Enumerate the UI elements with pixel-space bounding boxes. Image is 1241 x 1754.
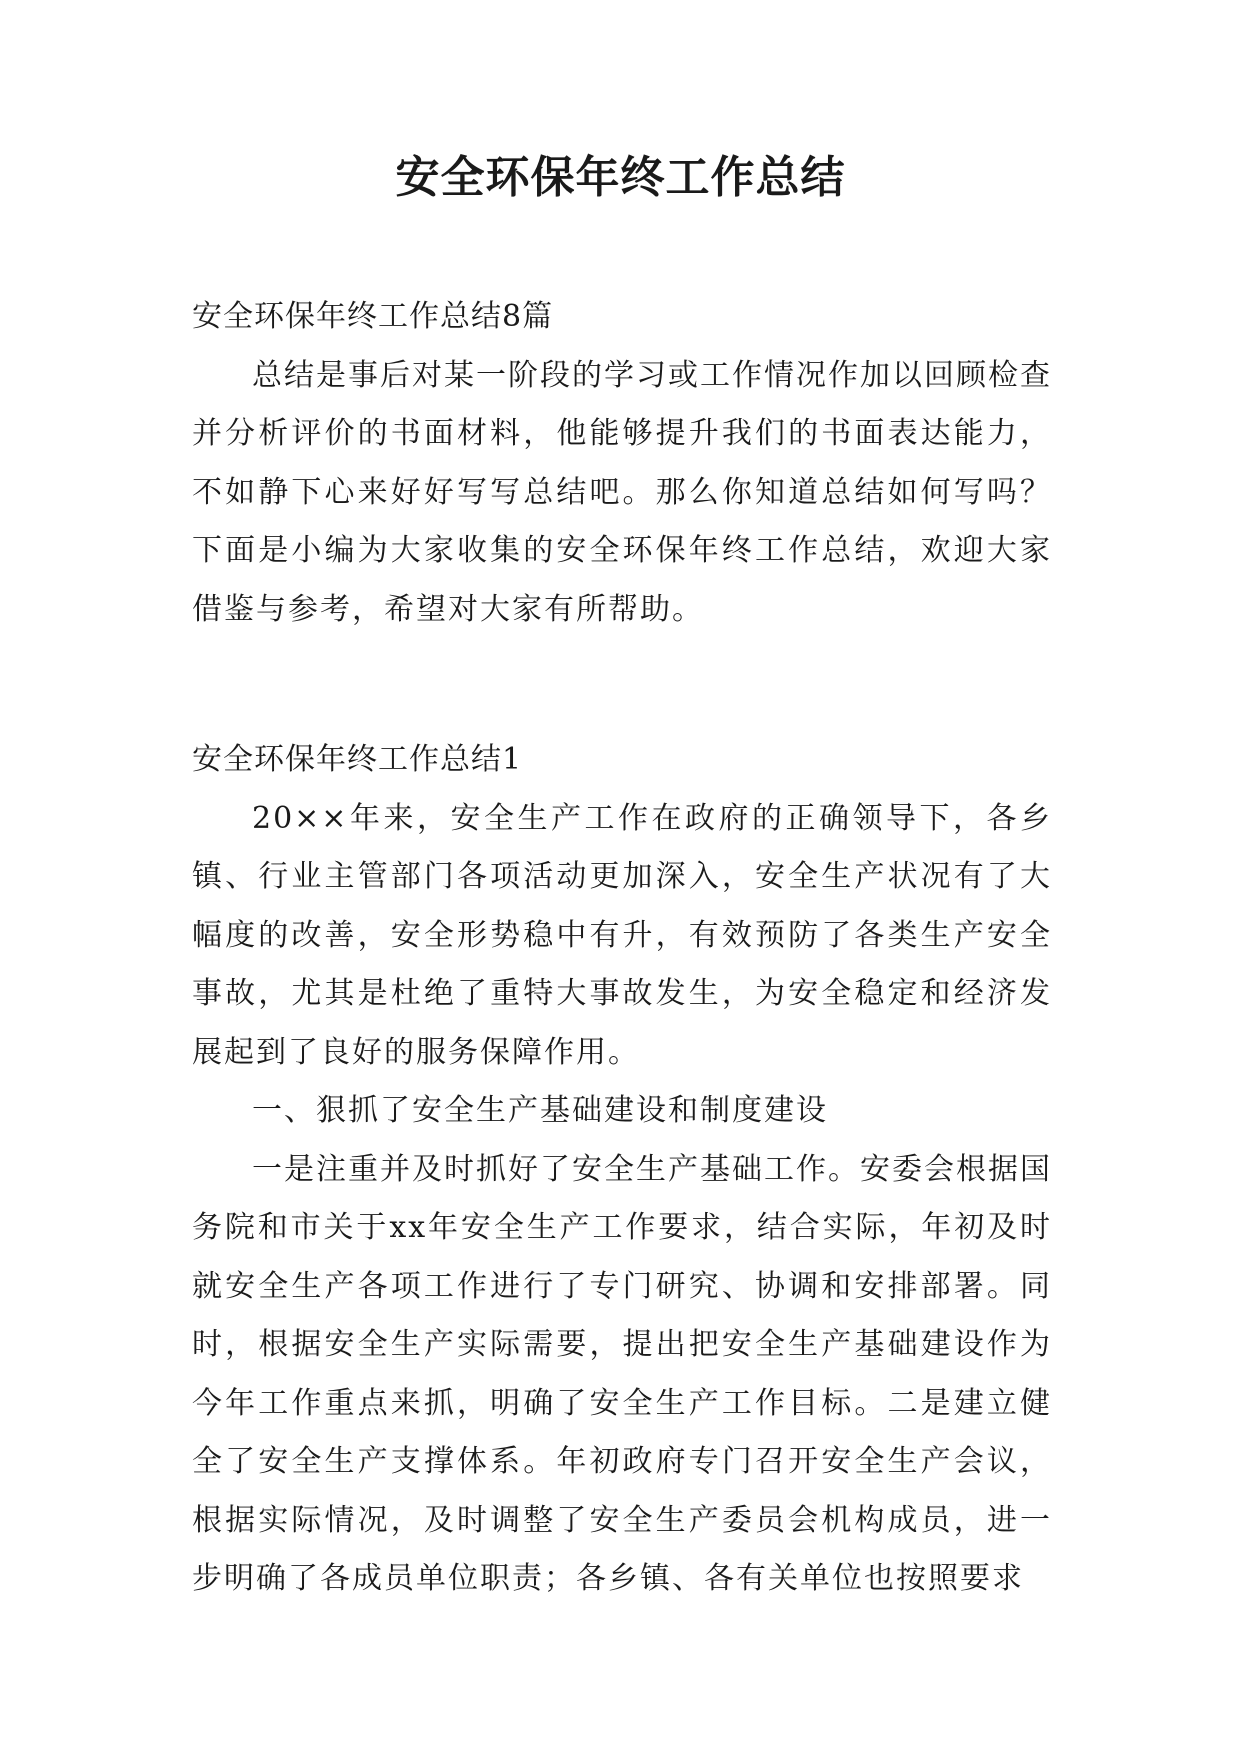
section-title: 安全环保年终工作总结1 [192, 742, 523, 777]
body-paragraph: 一是注重并及时抓好了安全生产基础工作。安委会根据国务院和市关于xx年安全生产工作要求，结合实际，年初及时就安全生产各项工作进行了专门研究、协调和安排部署。同时，根据安全生产实际需要，提出把安全生产基础建设作为今年工作重点来抓，明确了安全生产工作目标。二是建立健全了安全生产支撑体系。年初政府专门召开安全生产会议，根据实际情况，及时调整了安全生产委员会机构成员，进一步明确了各成员单位职责；各乡镇、各有关单位也按照要求 [192, 1151, 1052, 1596]
document-body [192, 288, 1052, 1609]
document-title: 安全环保年终工作总结 [395, 152, 846, 203]
section-heading: 一、狠抓了安全生产基础建设和制度建设 [252, 1093, 828, 1128]
document-subtitle: 安全环保年终工作总结8篇 [192, 299, 554, 334]
section-spacer [192, 639, 1052, 731]
body-paragraph: 20××年来，安全生产工作在政府的正确领导下，各乡镇、行业主管部门各项活动更加深入，安全生产状况有了大幅度的改善，安全形势稳中有升，有效预防了各类生产安全事故，尤其是杜绝了重特大事故发生，为安全稳定和经济发展起到了良好的服务保障作用。 [192, 800, 1052, 1070]
intro-paragraph: 总结是事后对某一阶段的学习或工作情况作加以回顾检查并分析评价的书面材料，他能够提升我们的书面表达能力，不如静下心来好好写写总结吧。那么你知道总结如何写吗？下面是小编为大家收集的安全环保年终工作总结，欢迎大家借鉴与参考，希望对大家有所帮助。 [192, 357, 1052, 627]
